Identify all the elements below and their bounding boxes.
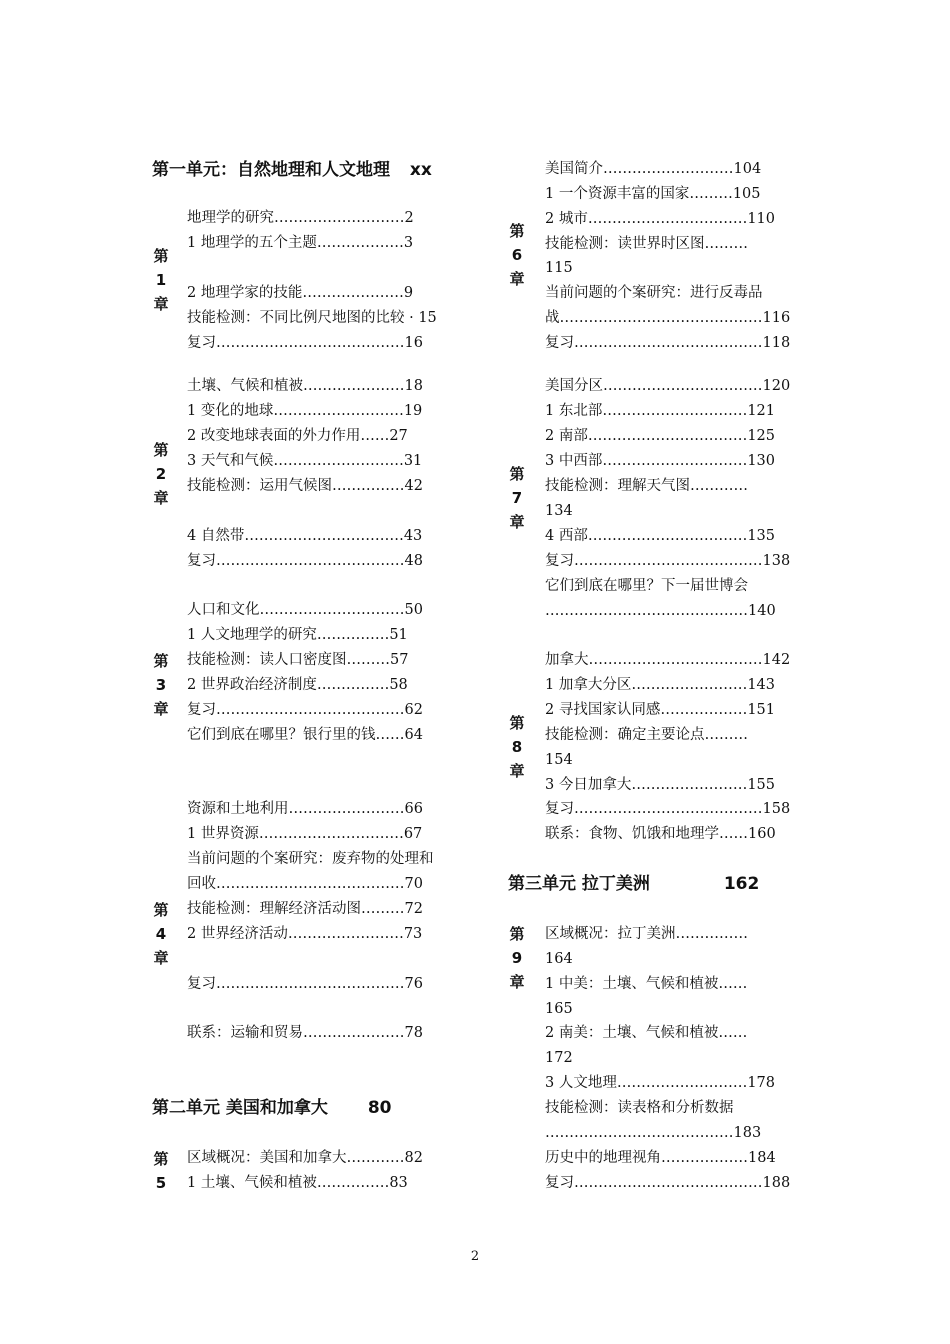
toc-entry: 1 世界资源…………………………67 [187, 826, 423, 842]
toc-entry: 技能检测：不同比例尺地图的比较 · 15 [187, 310, 437, 326]
toc-entry: 联系：运输和贸易…………………78 [187, 1025, 423, 1041]
toc-entry: 复习…………………………………118 [545, 335, 791, 351]
toc-entry: 历史中的地理视角………………184 [545, 1150, 776, 1166]
toc-entry: 技能检测：读世界时区图……… [545, 236, 748, 252]
toc-entry: 复习…………………………………16 [187, 335, 423, 351]
toc-entry: 2 世界政治经济制度……………58 [187, 677, 408, 693]
toc-entry: 172 [545, 1050, 573, 1066]
toc-entry: 区域概况：拉丁美洲…………… [545, 926, 748, 942]
page-number: 2 [470, 1249, 480, 1264]
toc-entry: 当前问题的个案研究：进行反毒品 [545, 285, 763, 301]
toc-entry: 加拿大………………………………142 [545, 652, 791, 668]
toc-entry: 复习…………………………………158 [545, 801, 791, 817]
toc-entry: 美国分区……………………………120 [545, 378, 791, 394]
toc-entry: 技能检测：读人口密度图………57 [187, 652, 409, 668]
unit-page: xx [409, 160, 432, 180]
toc-entry: 技能检测：确定主要论点……… [545, 727, 748, 743]
toc-entry: 资源和土地利用……………………66 [187, 801, 423, 817]
toc-entry: 土壤、气候和植被…………………18 [187, 378, 423, 394]
toc-entry: 2 寻找国家认同感………………151 [545, 702, 776, 718]
unit-title: 第三单元 拉丁美洲 [508, 874, 650, 894]
toc-entry: 技能检测：理解经济活动图………72 [187, 901, 423, 917]
chapter-4-label: 第 4 章 [153, 901, 169, 967]
toc-entry: 当前问题的个案研究：废弃物的处理和 [187, 851, 434, 867]
toc-entry: 1 东北部…………………………121 [545, 403, 776, 419]
toc-entry: 复习…………………………………138 [545, 553, 791, 569]
toc-entry: 复习…………………………………76 [187, 976, 423, 992]
toc-entry: 2 世界经济活动……………………73 [187, 926, 423, 942]
unit-3-heading [508, 873, 759, 895]
toc-entry: 技能检测：理解天气图………… [545, 478, 748, 494]
toc-entry: 1 变化的地球………………………19 [187, 403, 423, 419]
toc-entry: 4 自然带……………………………43 [187, 528, 423, 544]
chapter-3-label: 第 3 章 [153, 652, 169, 718]
toc-entry: 3 中西部…………………………130 [545, 453, 776, 469]
toc-entry: 1 中美：土壤、气候和植被…… [545, 976, 748, 992]
toc-entry: 134 [545, 503, 573, 519]
toc-entry: 人口和文化…………………………50 [187, 602, 423, 618]
chapter-9-label: 第 9 章 [509, 925, 525, 991]
toc-entry: 4 西部……………………………135 [545, 528, 776, 544]
toc-entry: 1 人文地理学的研究……………51 [187, 627, 408, 643]
toc-entry: 115 [545, 260, 573, 276]
chapter-5-label: 第 5 [153, 1150, 169, 1192]
toc-entry: 2 南美：土壤、气候和植被…… [545, 1025, 748, 1041]
unit-2-heading [152, 1097, 392, 1119]
unit-title: 第二单元 美国和加拿大 [152, 1098, 328, 1118]
toc-entry: 复习…………………………………62 [187, 702, 423, 718]
toc-entry: 复习…………………………………188 [545, 1175, 791, 1191]
toc-entry: 2 南部……………………………125 [545, 428, 776, 444]
toc-entry: 2 地理学家的技能…………………9 [187, 285, 414, 301]
toc-entry: …………………………………183 [545, 1125, 762, 1141]
unit-page: 80 [367, 1098, 392, 1118]
unit-title: 第一单元：自然地理和人文地理 [152, 160, 390, 180]
chapter-2-label: 第 2 章 [153, 441, 169, 507]
toc-entry: 1 一个资源丰富的国家………105 [545, 186, 761, 202]
unit-1-heading [152, 159, 432, 181]
toc-entry: 回收…………………………………70 [187, 876, 423, 892]
chapter-7-label: 第 7 章 [509, 465, 525, 531]
toc-entry: 它们到底在哪里？下一届世博会 [545, 578, 748, 594]
toc-entry: 联系：食物、饥饿和地理学……160 [545, 826, 776, 842]
toc-entry: ……………………………………140 [545, 603, 776, 619]
toc-entry: 区域概况：美国和加拿大…………82 [187, 1150, 423, 1166]
toc-entry: 2 城市……………………………110 [545, 211, 776, 227]
toc-entry: 154 [545, 752, 573, 768]
toc-entry: 美国简介………………………104 [545, 161, 762, 177]
toc-entry: 技能检测：运用气候图……………42 [187, 478, 423, 494]
toc-entry: 地理学的研究………………………2 [187, 210, 414, 226]
toc-entry: 1 土壤、气候和植被……………83 [187, 1175, 408, 1191]
toc-entry: 3 天气和气候………………………31 [187, 453, 423, 469]
toc-entry: 战……………………………………116 [545, 310, 791, 326]
toc-entry: 技能检测：读表格和分析数据 [545, 1100, 734, 1116]
toc-entry: 1 加拿大分区……………………143 [545, 677, 776, 693]
chapter-1-label: 第 1 章 [153, 247, 169, 313]
toc-entry: 165 [545, 1001, 573, 1017]
toc-entry: 3 今日加拿大……………………155 [545, 777, 776, 793]
toc-entry: 3 人文地理………………………178 [545, 1075, 776, 1091]
toc-entry: 164 [545, 951, 573, 967]
unit-page: 162 [723, 874, 760, 894]
toc-entry: 1 地理学的五个主题………………3 [187, 235, 414, 251]
toc-entry: 复习…………………………………48 [187, 553, 423, 569]
toc-entry: 2 改变地球表面的外力作用……27 [187, 428, 408, 444]
chapter-8-label: 第 8 章 [509, 714, 525, 780]
toc-entry: 它们到底在哪里？银行里的钱……64 [187, 727, 423, 743]
chapter-6-label: 第 6 章 [509, 222, 525, 288]
